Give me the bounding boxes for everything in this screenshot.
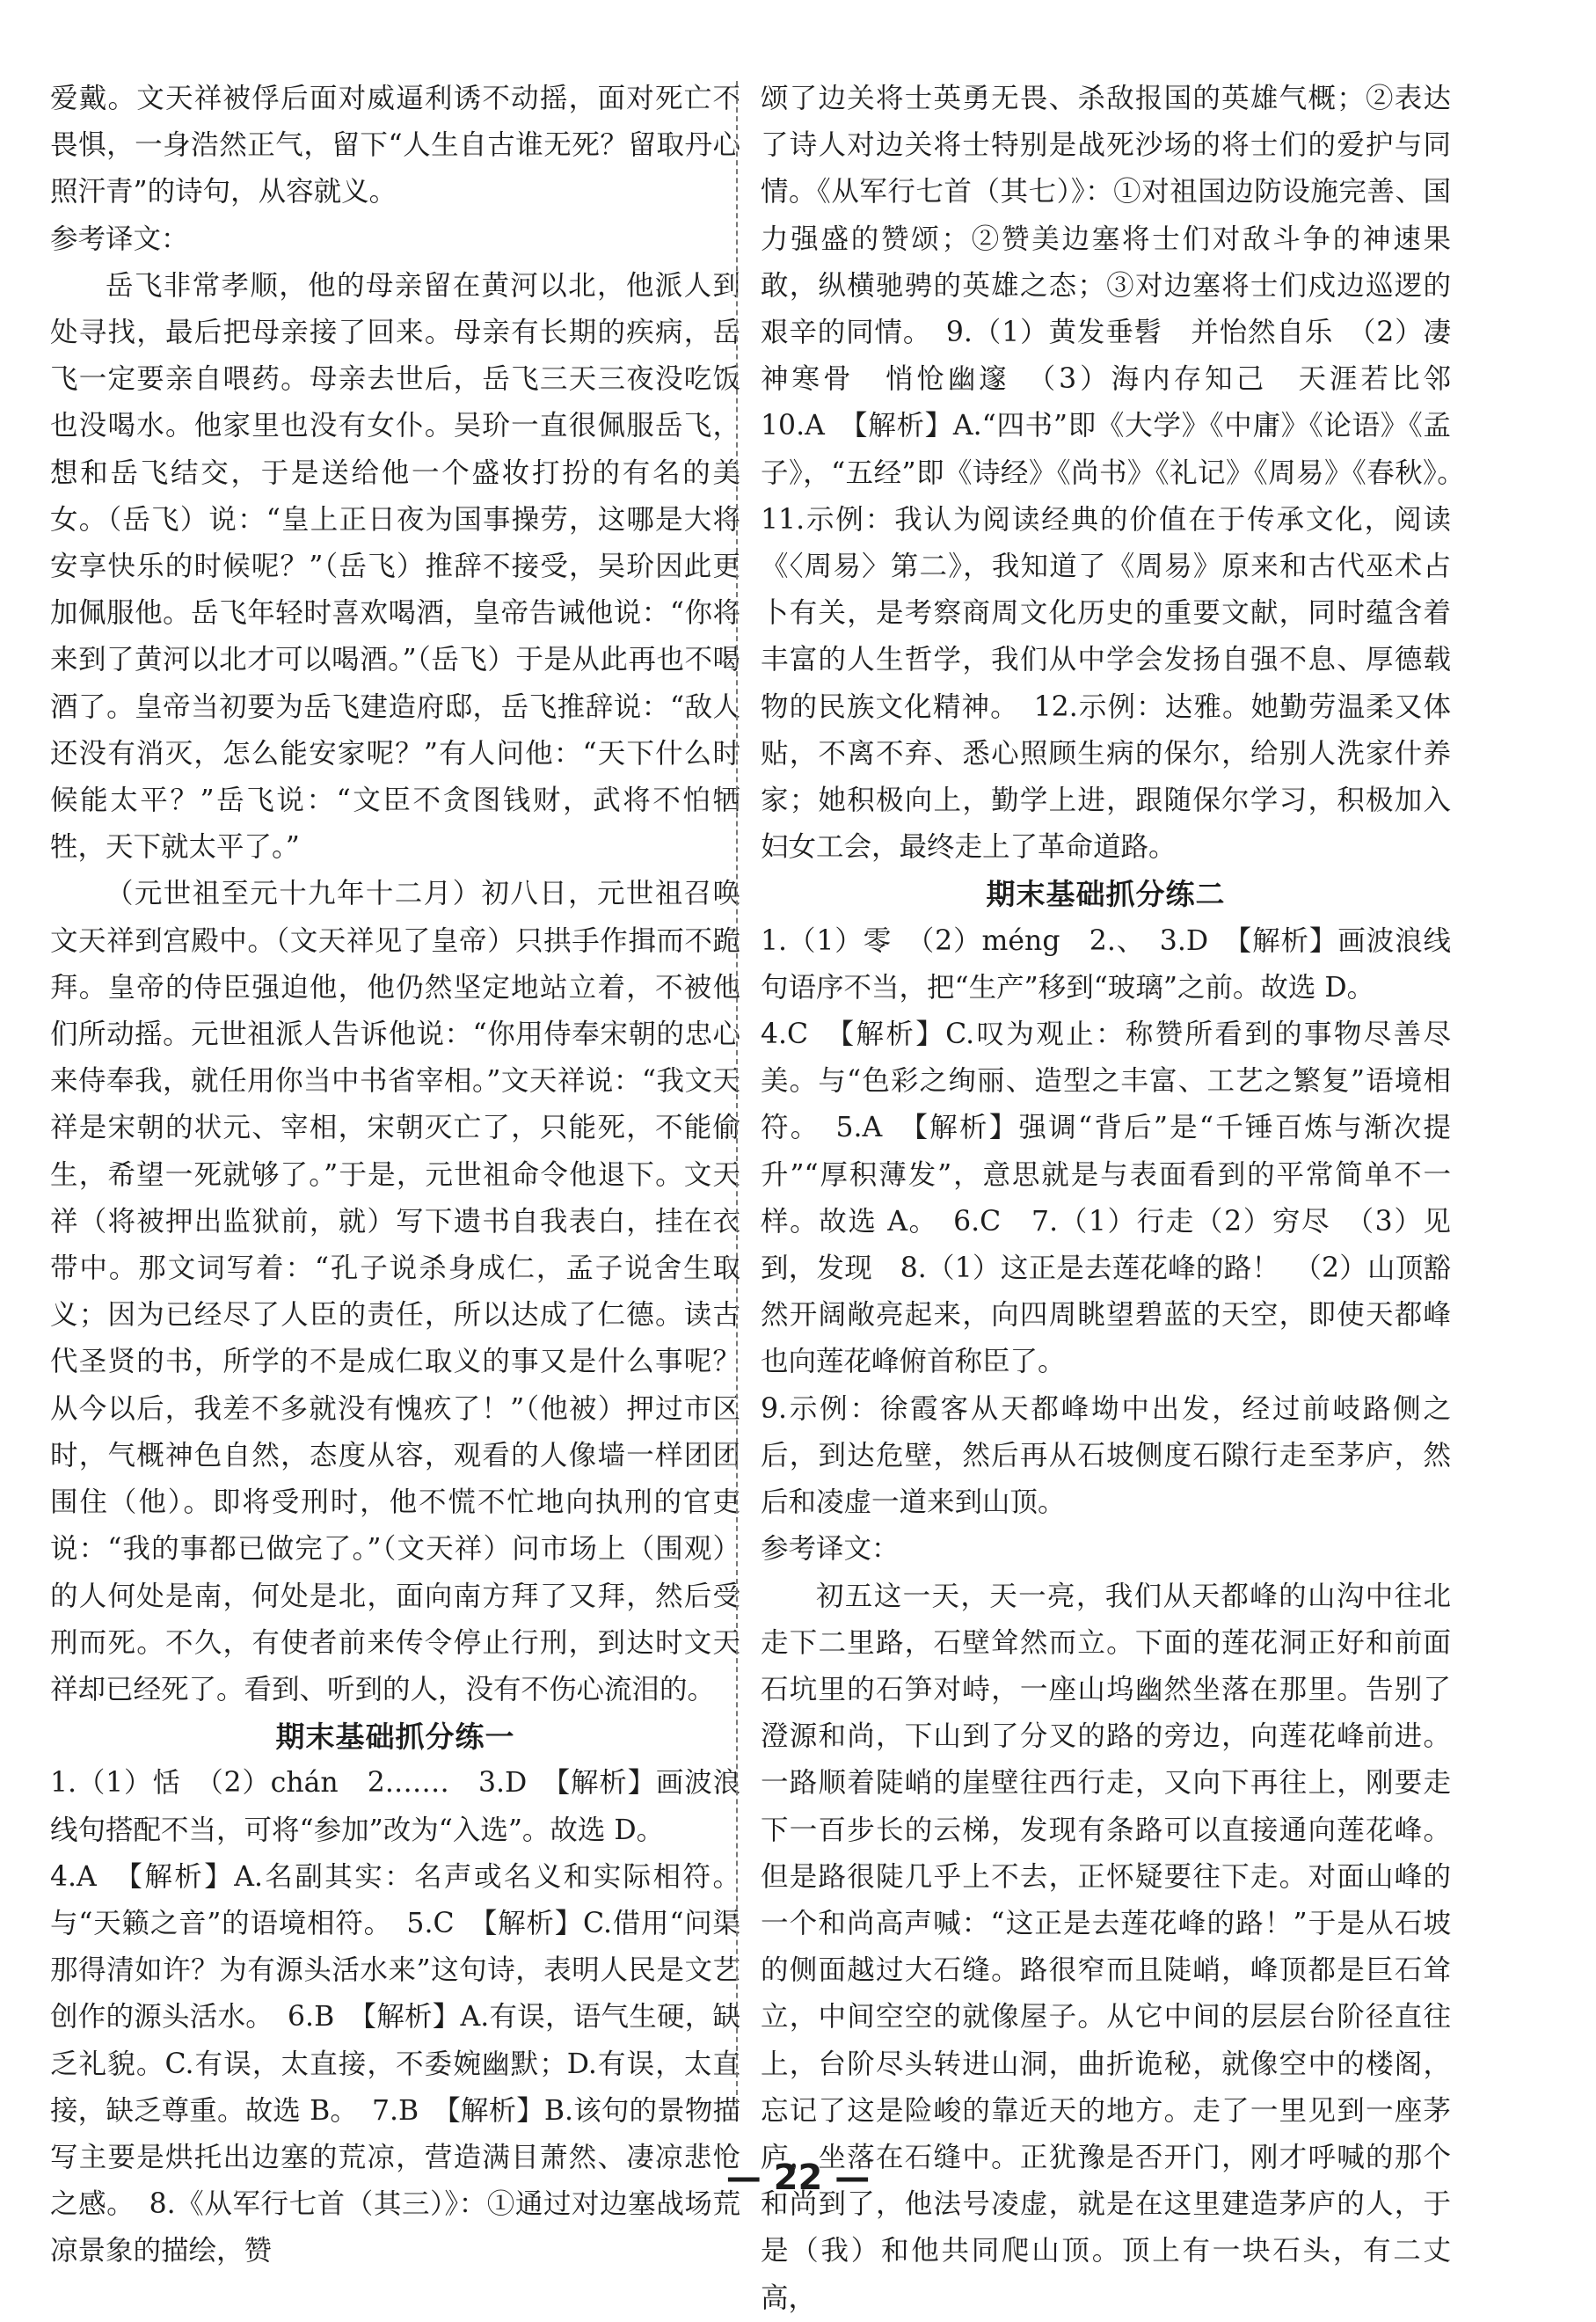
- left-paragraph: （元世祖至元十九年十二月）初八日，元世祖召唤文天祥到宫殿中。（文天祥见了皇帝）只拱手作揖而不跪拜。皇帝的侍臣强迫他，他仍然坚定地站立着，不被他们所动摇。元世祖派人告诉他说：“你用侍奉宋朝的忠心来侍奉我，就任用你当中书省宰相。”文天祥说：“我文天祥是宋朝的状元、宰相，宋朝灭亡了，只能死，不能偷生，希望一死就够了。”于是，元世祖命令他退下。文天祥（将被押出监狱前，就）写下遗书自我表白，挂在衣带中。那文词写着：“孔子说杀身成仁，孟子说舍生取义；因为已经尽了人臣的责任，所以达成了仁德。读古代圣贤的书，所学的不是成仁取义的事又是什么事呢？从今以后，我差不多就没有愧疚了！”（他被）押过市区时，气概神色自然，态度从容，观看的人像墙一样团团围住（他）。即将受刑时，他不慌不忙地向执刑的官吏说：“我的事都已做完了。”（文天祥）问市场上（围观）的人何处是南，何处是北，面向南方拜了又拜，然后受刑而死。不久，有使者前来传令停止行刑，到达时文天祥却已经死了。看到、听到的人，没有不伤心流泪的。: [50, 878, 740, 1705]
- column-divider: [736, 81, 738, 2104]
- right-paragraph: 初五这一天，天一亮，我们从天都峰的山沟中往北走下二里路，石壁耸然而立。下面的莲花洞正好和前面石坑里的石笋对峙，一座山坞幽然坐落在那里。告别了澄源和尚，下山到了分叉的路的旁边，向莲花峰前进。一路顺着陡峭的崖壁往西行走，又向下再往上，刚要走下一百步长的云梯，发现有条路可以直接通向莲花峰。但是路很陡几乎上不去，正怀疑要往下走。对面山峰的一个和尚高声喊：“这正是去莲花峰的路！”于是从石坡的侧面越过大石缝。路很窄而且陡峭，峰顶都是巨石耸立，中间空空的就像屋子。从它中间的层层台阶径直往上，台阶尽头转进山洞，曲折诡秘，就像空中的楼阁，忘记了这是险峻的靠近天的地方。走了一里见到一座茅庐，坐落在石缝中。正犹豫是否开门，刚才呼喊的那个和尚到了，他法号凌虚，就是在这里建造茅庐的人，于是（我）和他共同爬山顶。顶上有一块石头，有二丈高，: [761, 1580, 1451, 2314]
- left-paragraph: 岳飞非常孝顺，他的母亲留在黄河以北，他派人到处寻找，最后把母亲接了回来。母亲有长期的疾病，岳飞一定要亲自喂药。母亲去世后，岳飞三天三夜没吃饭也没喝水。他家里也没有女仆。吴玠一直很佩服岳飞，想和岳飞结交，于是送给他一个盛妆打扮的有名的美女。（岳飞）说：“皇上正日夜为国事操劳，这哪是大将安享快乐的时候呢？”（岳飞）推辞不接受，吴玠因此更加佩服他。岳飞年轻时喜欢喝酒，皇帝告诫他说：“你将来到了黄河以北才可以喝酒。”（岳飞）于是从此再也不喝酒了。皇帝当初要为岳飞建造府邸，岳飞推辞说：“敌人还没有消灭，怎么能安家呢？”有人问他：“天下什么时候能太平？”岳飞说：“文臣不贪图钱财，武将不怕牺牲，天下就太平了。”: [50, 269, 740, 864]
- answer-paragraph: 4.A 【解析】A.名副其实：名声或名义和实际相符。与“天籁之音”的语境相符。 5.C 【解析】C.借用“问渠那得清如许？为有源头活水来”这句诗，表明人民是文艺创作的源头活水。 6.B 【解析】A.有误，语气生硬，缺乏礼貌。C.有误，太直接，不委婉幽默；D.有误，太直接，缺乏尊重。故选 B。 7.B 【解析】B.该句的景物描写主要是烘托出边塞的荒凉，营造满目萧然、凄凉悲怆之感。 8.《从军行七首（其三）》：①通过对边塞战场荒凉景象的描绘，赞: [50, 1860, 740, 2267]
- answer-paragraph: 1.（1）恬 （2）chán 2.…… 3.D 【解析】画波浪线句搭配不当，可将“参加”改为“入选”。故选 D。: [50, 1767, 740, 1846]
- left-column: [50, 76, 740, 2275]
- reference-translation-label: 参考译文：: [50, 223, 189, 255]
- reference-translation-label: 参考译文：: [761, 1533, 900, 1566]
- right-column: [761, 76, 1479, 2322]
- section-title-practice-1: 期末基础抓分练一: [275, 1720, 515, 1755]
- answer-paragraph: 颂了边关将士英勇无畏、杀敌报国的英雄气概；②表达了诗人对边关将士特别是战死沙场的将士们的爱护与同情。《从军行七首（其七）》：①对祖国边防设施完善、国力强盛的赞颂；②赞美边塞将士们对敌斗争的神速果敢，纵横驰骋的英雄之态；③对边塞将士们戍边巡逻的艰辛的同情。 9.（1）黄发垂髫 并怡然自乐 （2）凄神寒骨 悄怆幽邃 （3）海内存知己 天涯若比邻 10.A 【解析】A.“四书”即《大学》《中庸》《论语》《孟子》，“五经”即《诗经》《尚书》《礼记》《周易》《春秋》。 11.示例：我认为阅读经典的价值在于传承文化，阅读《〈周易〉第二》，我知道了《周易》原来和古代巫术占卜有关，是考察商周文化历史的重要文献，同时蕴含着丰富的人生哲学，我们从中学会发扬自强不息、厚德载物的民族文化精神。 12.示例：达雅。她勤劳温柔又体贴，不离不弃、悉心照顾生病的保尔，给别人洗家什养家；她积极向上，勤学上进，跟随保尔学习，积极加入妇女工会，最终走上了革命道路。: [761, 83, 1479, 864]
- page-number: — 22 —: [725, 2158, 871, 2198]
- answer-paragraph: 9.示例：徐霞客从天都峰坳中出发，经过前岐路侧之后，到达危壁，然后再从石坡侧度石隙行走至茅庐，然后和凌虚一道来到山顶。: [761, 1392, 1451, 1519]
- section-title-practice-2: 期末基础抓分练二: [986, 877, 1226, 912]
- answer-paragraph: 1.（1）零 （2）méng 2.、 3.D 【解析】画波浪线句语序不当，把“生产”移到“玻璃”之前。故选 D。: [761, 924, 1451, 1004]
- answer-paragraph: 4.C 【解析】C.叹为观止：称赞所看到的事物尽善尽美。与“色彩之绚丽、造型之丰富、工艺之繁复”语境相符。 5.A 【解析】强调“背后”是“千锤百炼与渐次提升”“厚积薄发”，意思就是与表面看到的平常简单不一样。故选 A。 6.C 7.（1）行走（2）穷尽 （3）见到，发现 8.（1）这正是去莲花峰的路！ （2）山顶豁然开阔敞亮起来，向四周眺望碧蓝的天空，即使天都峰也向莲花峰俯首称臣了。: [761, 1019, 1451, 1378]
- left-paragraph: 爱戴。文天祥被俘后面对威逼利诱不动摇，面对死亡不畏惧，一身浩然正气，留下“人生自古谁无死？留取丹心照汗青”的诗句，从容就义。: [50, 83, 740, 208]
